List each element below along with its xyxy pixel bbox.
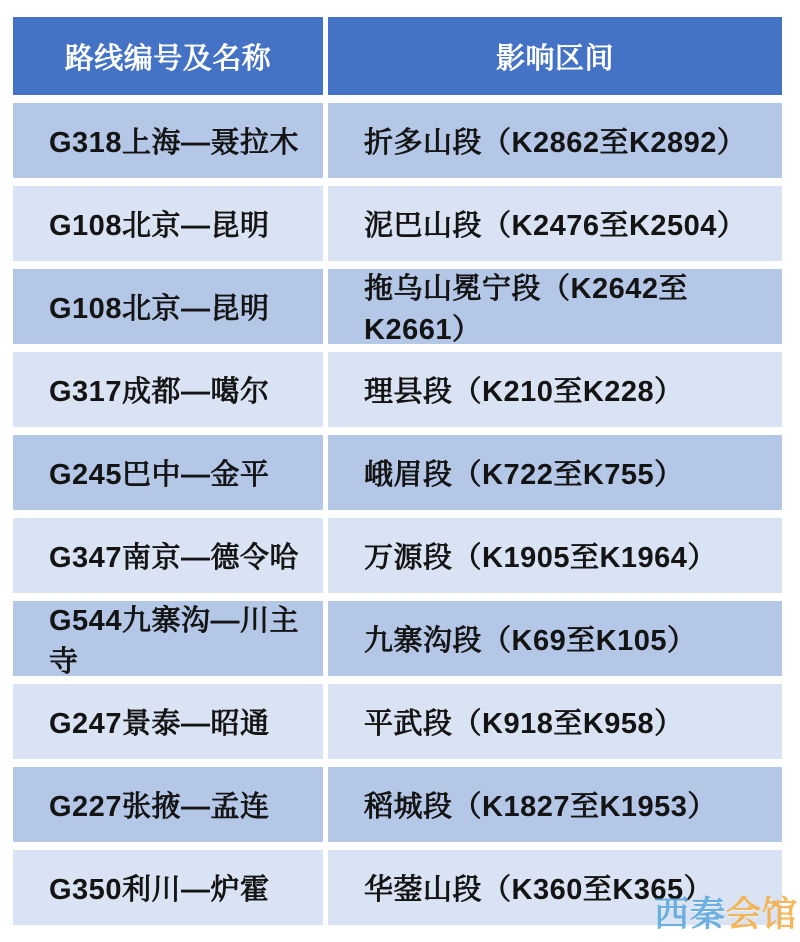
route-cell: G108北京—昆明 [13,269,323,344]
section-cell: 峨眉段（K722至K755） [328,435,782,510]
route-cell: G347南京—德令哈 [13,518,323,593]
watermark-xiqin-text: 西秦 [653,895,726,934]
route-cell: G350利川—炉霍 [13,850,323,925]
table-row [13,435,782,510]
table-row [13,352,782,427]
table-row [13,186,782,261]
section-cell: 折多山段（K2862至K2892） [328,103,782,178]
table-row [13,103,782,178]
table-row [13,601,782,676]
section-cell: 理县段（K210至K228） [328,352,782,427]
table-row [13,767,782,842]
route-cell: G317成都—噶尔 [13,352,323,427]
table-row [13,684,782,759]
routes-table [13,17,782,925]
section-cell: 平武段（K918至K958） [328,684,782,759]
route-cell: G227张掖—孟连 [13,767,323,842]
section-cell: 九寨沟段（K69至K105） [328,601,782,676]
section-cell: 华蓥山段（K360至K365） [328,850,782,925]
header-cell-section: 影响区间 [328,17,782,95]
route-cell: G318上海—聂拉木 [13,103,323,178]
table-row [13,269,782,344]
section-cell: 万源段（K1905至K1964） [328,518,782,593]
table-row [13,518,782,593]
section-cell: 拖乌山冕宁段（K2642至K2661） [328,269,782,344]
header-row [13,17,782,95]
route-cell: G245巴中—金平 [13,435,323,510]
route-cell: G544九寨沟—川主寺 [13,601,323,676]
watermark [654,887,798,937]
route-cell: G108北京—昆明 [13,186,323,261]
watermark-huiguan-text: 会馆 [725,895,798,934]
section-cell: 泥巴山段（K2476至K2504） [328,186,782,261]
route-cell: G247景泰—昭通 [13,684,323,759]
section-cell: 稻城段（K1827至K1953） [328,767,782,842]
header-cell-route: 路线编号及名称 [13,17,323,95]
